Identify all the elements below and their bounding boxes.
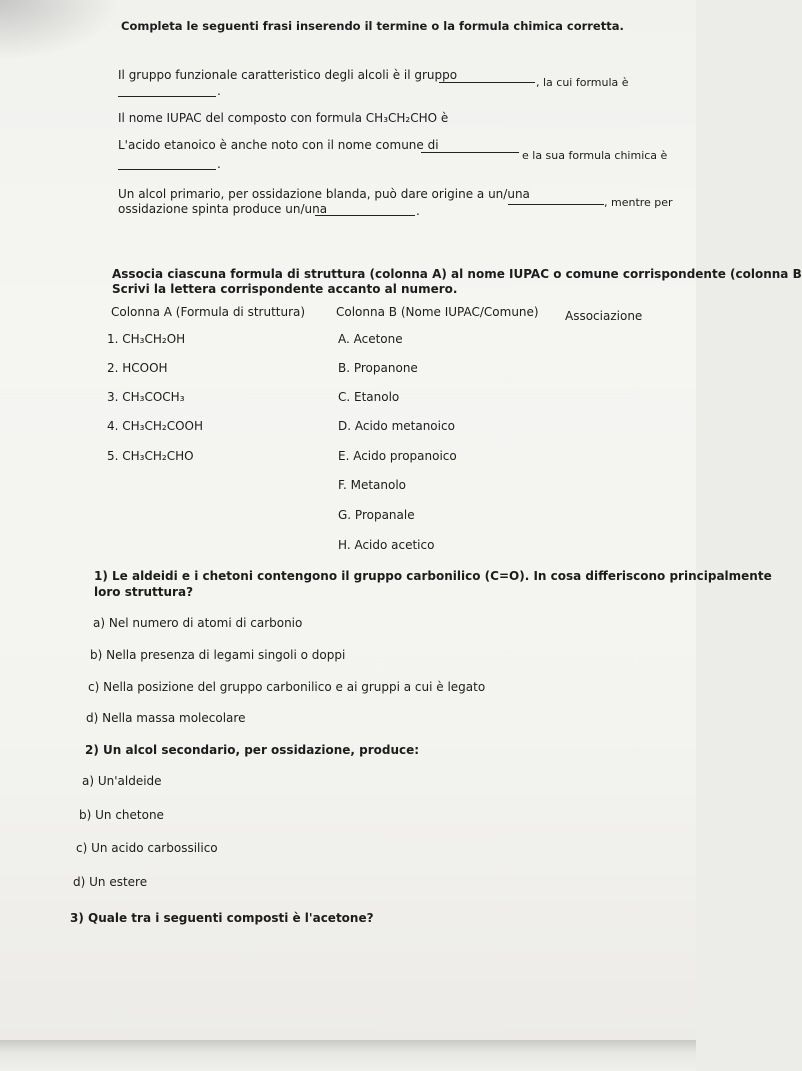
- page-bottom-edge: [0, 1040, 696, 1071]
- column-b-item-d: D. Acido metanoico: [338, 419, 455, 433]
- column-a-item-1: 1. CH₃CH₂OH: [107, 332, 186, 346]
- matching-instruction-2: Scrivi la lettera corrispondente accanto al numero.: [112, 282, 458, 296]
- column-b-item-a: A. Acetone: [338, 332, 403, 346]
- question-2-stem: 2) Un alcol secondario, per ossidazione, produce:: [85, 743, 420, 757]
- fill-in-3-blank-a[interactable]: [421, 152, 519, 153]
- page-shadow: [0, 0, 120, 60]
- fill-in-4-blank-a[interactable]: [508, 204, 604, 205]
- question-1-stem-2: loro struttura?: [94, 585, 194, 599]
- column-b-item-e: E. Acido propanoico: [338, 449, 457, 463]
- fill-in-2-text: Il nome IUPAC del composto con formula CH₃CH₂CHO è: [118, 111, 449, 125]
- column-b-item-b: B. Propanone: [338, 361, 418, 375]
- question-2-option-a[interactable]: a) Un'aldeide: [82, 774, 162, 788]
- fill-in-3-blank-b[interactable]: [118, 169, 216, 170]
- column-b-item-f: F. Metanolo: [338, 478, 407, 492]
- header-column-a: Colonna A (Formula di struttura): [111, 305, 306, 319]
- column-a-item-4: 4. CH₃CH₂COOH: [107, 419, 203, 433]
- fill-in-1-text-a: Il gruppo funzionale caratteristico degli alcoli è il gruppo: [118, 68, 458, 82]
- question-3-stem: 3) Quale tra i seguenti composti è l'acetone?: [70, 911, 374, 925]
- question-1-option-d[interactable]: d) Nella massa molecolare: [86, 711, 246, 725]
- fill-in-3-text-a: L'acido etanoico è anche noto con il nome comune di: [118, 138, 439, 152]
- header-column-b: Colonna B (Nome IUPAC/Comune): [336, 305, 539, 319]
- fill-in-4-text-a: Un alcol primario, per ossidazione blanda, può dare origine a un/una: [118, 187, 530, 201]
- question-1-option-a[interactable]: a) Nel numero di atomi di carbonio: [93, 616, 303, 630]
- fill-in-1-blank-a[interactable]: [439, 82, 535, 83]
- question-2-option-d[interactable]: d) Un estere: [73, 875, 148, 889]
- instruction-heading: Completa le seguenti frasi inserendo il termine o la formula chimica corretta.: [121, 19, 624, 33]
- column-b-item-h: H. Acido acetico: [338, 538, 435, 552]
- column-b-item-g: G. Propanale: [338, 508, 415, 522]
- header-association: Associazione: [565, 309, 643, 323]
- fill-in-3-period: .: [217, 157, 221, 171]
- column-a-item-5: 5. CH₃CH₂CHO: [107, 449, 194, 463]
- fill-in-3-text-b: e la sua formula chimica è: [522, 149, 668, 162]
- column-a-item-3: 3. CH₃COCH₃: [107, 390, 185, 404]
- matching-instruction-1: Associa ciascuna formula di struttura (colonna A) al nome IUPAC o comune corrispondente (colonna B: [112, 267, 802, 281]
- column-a-item-2: 2. HCOOH: [107, 361, 168, 375]
- column-b-item-c: C. Etanolo: [338, 390, 400, 404]
- question-2-option-b[interactable]: b) Un chetone: [79, 808, 164, 822]
- fill-in-1-period: .: [217, 84, 221, 98]
- fill-in-4-period: .: [416, 204, 420, 218]
- fill-in-4-text-c: ossidazione spinta produce un/una: [118, 202, 328, 216]
- question-2-option-c[interactable]: c) Un acido carbossilico: [76, 841, 218, 855]
- question-1-stem-1: 1) Le aldeidi e i chetoni contengono il gruppo carbonilico (C=O). In cosa differiscono principalmente: [94, 569, 772, 583]
- fill-in-4-text-b: , mentre per: [604, 196, 673, 209]
- fill-in-4-blank-b[interactable]: [315, 215, 415, 216]
- fill-in-1-blank-b[interactable]: [118, 96, 216, 97]
- question-1-option-c[interactable]: c) Nella posizione del gruppo carbonilico e ai gruppi a cui è legato: [88, 680, 486, 694]
- fill-in-1-text-b: , la cui formula è: [536, 76, 629, 89]
- question-1-option-b[interactable]: b) Nella presenza di legami singoli o doppi: [90, 648, 346, 662]
